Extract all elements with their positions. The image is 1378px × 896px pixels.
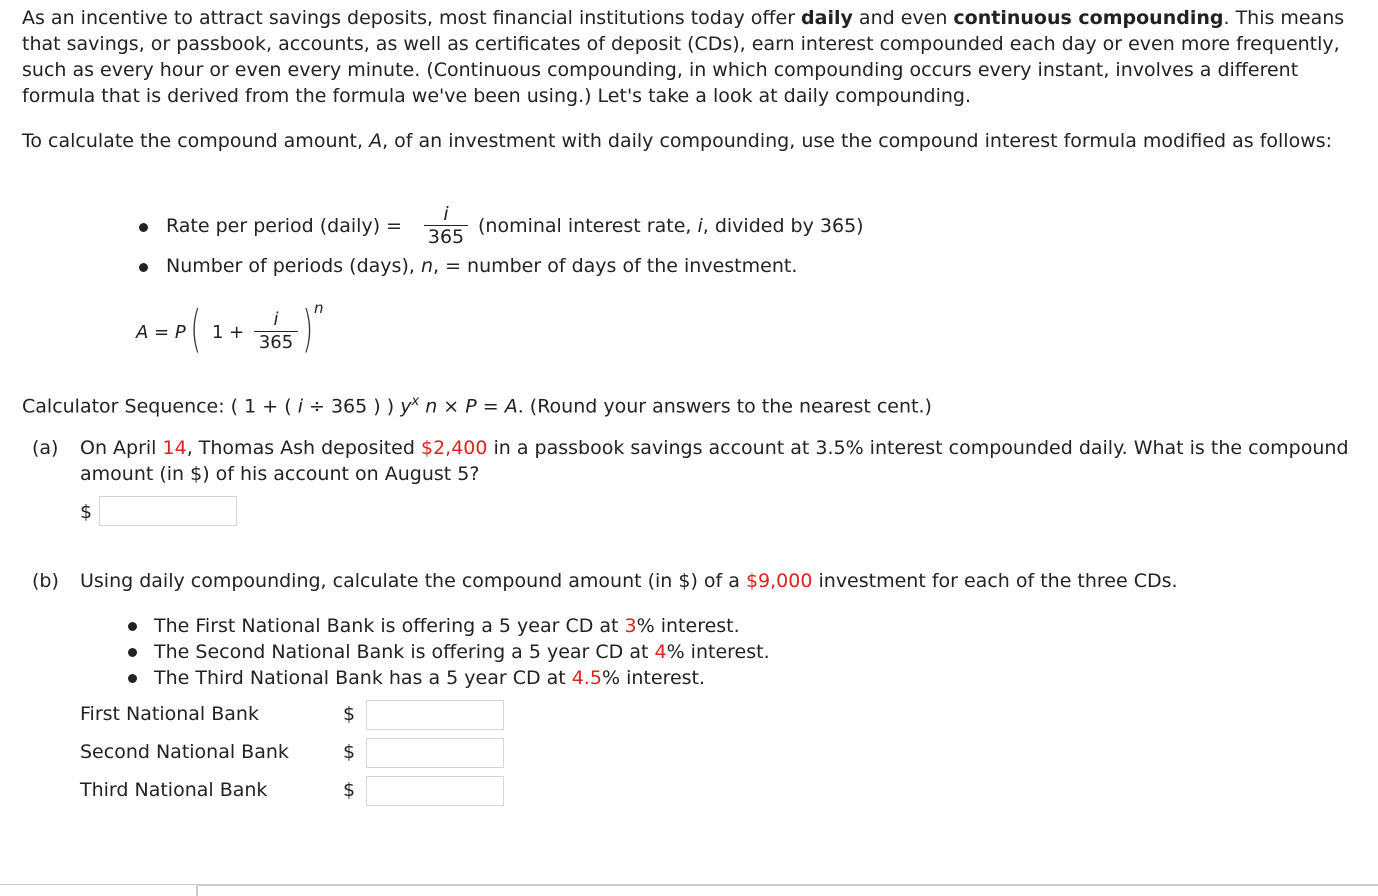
second-bank-answer-input[interactable] <box>367 739 507 769</box>
formula-lhs: A = P <box>136 322 186 343</box>
second-bank-label: Second National Bank <box>80 741 289 763</box>
third-bank-answer-box[interactable] <box>366 776 504 806</box>
third-bank-answer-input[interactable] <box>367 777 507 807</box>
bullet-dot <box>139 263 148 272</box>
part-a-question: On April 14, Thomas Ash deposited $2,400 in a passbook savings account at 3.5% interest compounded daily. What is the compound amount (in $) of his account on August 5? <box>80 437 1349 485</box>
cd-second: The Second National Bank is offering a 5 year CD at 4% interest. <box>154 641 770 663</box>
footer-divider <box>0 884 1378 896</box>
bullet-dot <box>139 223 148 232</box>
part-b-question: Using daily compounding, calculate the compound amount (in $) of a $9,000 investment for each of the three CDs. <box>80 570 1178 592</box>
first-bank-currency: $ <box>343 703 356 725</box>
rate-note: (nominal interest rate, i, divided by 365) <box>478 215 864 237</box>
rate-per-period-label: Rate per period (daily) = <box>166 215 403 237</box>
first-bank-answer-input[interactable] <box>367 701 507 731</box>
formula-left-paren: ( <box>190 300 202 358</box>
intro-paragraph: As an incentive to attract savings deposits, most financial institutions today offer daily and even continuous compounding. This means that savings, or passbook, accounts, as well as certificates of deposit (CDs), earn interest compounded each day or even more frequently, such as every hour or even every minute. (Continuous compounding, in which compounding occurs every instant, involves a different formula that is derived from the formula we've been using.) Let's take a look at daily compounding. <box>22 7 1345 107</box>
part-b-label: (b) <box>32 570 59 592</box>
bullet-dot <box>128 674 137 683</box>
cd-first: The First National Bank is offering a 5 year CD at 3% interest. <box>154 615 740 637</box>
formula-right-paren: ) <box>302 300 314 358</box>
part-a-answer-box[interactable] <box>99 496 237 526</box>
calculator-sequence: Calculator Sequence: ( 1 + ( i ÷ 365 ) ) $y^x$ n × P = A. (Round your answers to the nearest cent.) <box>22 394 932 418</box>
part-a-label: (a) <box>32 437 59 459</box>
formula-one-plus: 1 + <box>212 322 245 343</box>
rate-fraction: i 365 <box>424 204 468 247</box>
third-bank-label: Third National Bank <box>80 779 268 801</box>
number-of-periods-text: Number of periods (days), n, = number of days of the investment. <box>166 255 798 277</box>
part-a-currency: $ <box>80 501 93 523</box>
formula-intro-paragraph: To calculate the compound amount, A, of an investment with daily compounding, use the compound interest formula modified as follows: <box>22 130 1333 152</box>
bullet-dot <box>128 648 137 657</box>
third-bank-currency: $ <box>343 779 356 801</box>
first-bank-label: First National Bank <box>80 703 259 725</box>
first-bank-answer-box[interactable] <box>366 700 504 730</box>
formula-exponent: n <box>314 299 324 317</box>
bullet-dot <box>128 622 137 631</box>
cd-third: The Third National Bank has a 5 year CD at 4.5% interest. <box>154 667 706 689</box>
second-bank-answer-box[interactable] <box>366 738 504 768</box>
formula-fraction: i 365 <box>254 310 298 353</box>
second-bank-currency: $ <box>343 741 356 763</box>
part-a-answer-input[interactable] <box>100 497 240 527</box>
